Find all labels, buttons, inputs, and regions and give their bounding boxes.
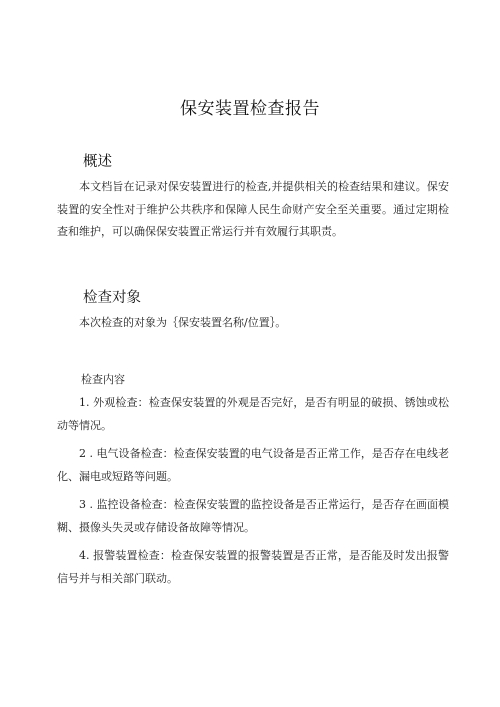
inspection-content-label: 检查内容 [81,373,125,386]
inspection-item-text: 2 . 电气设备检查：检查保安装置的电气设备是否正常工作，是否存在电线老化、漏电或短路等问题。 [57,447,449,483]
inspection-target-paragraph [57,312,449,335]
inspection-item-text: 4. 报警装置检查：检查保安装置的报警装置是否正常，是否能及时发出报警信号并与相关部门联动。 [57,549,449,585]
overview-heading: 概述 [83,154,112,170]
overview-text: 本文档旨在记录对保安装置进行的检查,并提供相关的检查结果和建议。保安装置的安全性对于维护公共秩序和保障人民生命财产安全至关重要。通过定期检查和维护，可以确保保安装置正常运行并有效履行其职责。 [57,180,449,238]
inspection-item-text: 3 . 监控设备检查：检查保安装置的监控设备是否正常运行，是否存在画面模糊、摄像头失灵或存储设备故障等情况。 [57,498,449,534]
document-title: 保安装置检查报告 [180,99,320,119]
inspection-item-2 [57,443,449,488]
inspection-target-text: 本次检查的对象为｛保安装置名称/位置｝。 [79,316,287,329]
inspection-target-heading: 检查对象 [83,290,141,306]
inspection-item-3 [57,494,449,539]
inspection-item-1 [57,392,449,437]
overview-paragraph [57,176,449,244]
inspection-item-text: 1. 外观检查：检查保安装置的外观是否完好，是否有明显的破损、锈蚀或松动等情况。 [57,396,449,432]
inspection-item-4 [57,545,449,590]
